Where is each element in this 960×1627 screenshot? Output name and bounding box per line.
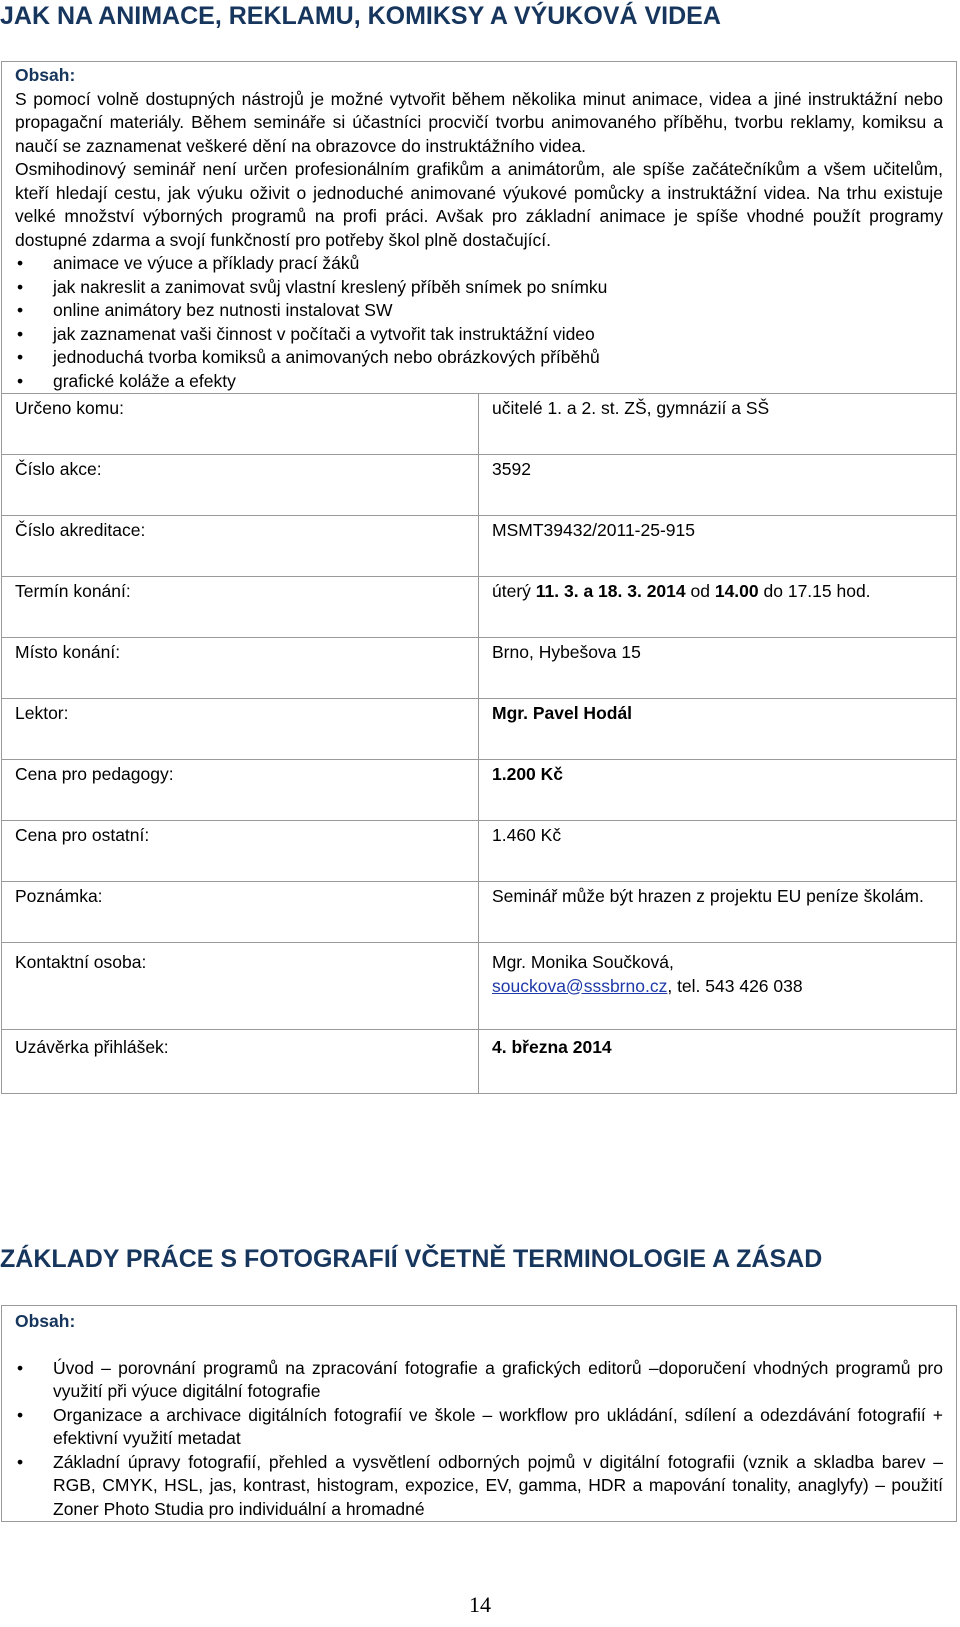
cena-ostatni-label: Cena pro ostatní: xyxy=(2,821,479,882)
obsah-label: Obsah: xyxy=(15,65,76,85)
topic-list xyxy=(15,252,943,393)
topic-list xyxy=(15,1357,943,1522)
urceno-label: Určeno komu: xyxy=(2,394,479,455)
uzaverka-label: Uzávěrka přihlášek: xyxy=(2,1030,479,1094)
uzaverka-value: 4. března 2014 xyxy=(492,1037,612,1057)
urceno-value: učitelé 1. a 2. st. ZŠ, gymnázií a SŠ xyxy=(479,394,957,455)
uzaverka-cell xyxy=(479,1030,957,1094)
lektor-cell xyxy=(479,699,957,760)
kontakt-cell xyxy=(479,943,957,1030)
termin-od: od xyxy=(685,581,715,601)
lektor-value: Mgr. Pavel Hodál xyxy=(492,703,633,723)
cislo-akce-label: Číslo akce: xyxy=(2,455,479,516)
list-item: • Základní úpravy fotografií, přehled a vysvětlení odborných pojmů v digitální fotografii (vznik a skladba barev – RGB, CMYK, HSL, jas, kontrast, histogram, expozice, EV, gamma, HDR a mapování tonality, anaglyfy) – použití Zoner Photo Studia pro individuální a hromadné xyxy=(15,1451,943,1522)
list-item: • jednoduchá tvorba komiksů a animovaných nebo obrázkových příběhů xyxy=(15,346,943,370)
description-paragraph-1: S pomocí volně dostupných nástrojů je možné vytvořit během několika minut animace, videa a jiné instruktážní nebo propagační materiály. Během semináře si účastníci procvičí tvorbu animovaného příběhu, tvorbu reklamy, komiksu a naučí se zaznamenat veškeré dění na obrazovce do instruktážního videa. xyxy=(15,88,943,156)
list-item: • animace ve výuce a příklady prací žáků xyxy=(15,252,943,276)
cislo-akce-value: 3592 xyxy=(479,455,957,516)
list-item: • online animátory bez nutnosti instalovat SW xyxy=(15,299,943,323)
misto-label: Místo konání: xyxy=(2,638,479,699)
kontakt-email-link[interactable]: souckova@sssbrno.cz xyxy=(492,975,668,996)
termin-day: úterý xyxy=(492,581,536,601)
lektor-label: Lektor: xyxy=(2,699,479,760)
termin-dates: 11. 3. a 18. 3. 2014 xyxy=(535,581,686,601)
termin-label: Termín konání: xyxy=(2,577,479,638)
obsah-cell xyxy=(2,1306,957,1522)
obsah-cell xyxy=(2,62,957,394)
list-item: • Organizace a archivace digitálních fotografií ve škole – workflow pro ukládání, sdílení a odezdávání fotografií + efektivní využití metadat xyxy=(15,1404,943,1451)
cena-pedagogy-cell xyxy=(479,760,957,821)
termin-end: do 17.15 hod. xyxy=(758,581,871,601)
cena-ostatni-value: 1.460 Kč xyxy=(479,821,957,882)
misto-value: Brno, Hybešova 15 xyxy=(479,638,957,699)
cena-pedagogy-value: 1.200 Kč xyxy=(492,764,564,784)
description-paragraph-2: Osmihodinový seminář není určen profesionálním grafikům a animátorům, ale spíše začátečníkům a všem učitelům, kteří hledají cestu, jak výuku oživit o jednoduché animované výukové pomůcky a instruktážní videa. Na trhu existuje velké množství výborných programů na profi práci. Avšak pro základní animace je spíše vhodné použít programy dostupné zdarma a svojí funkčností pro potřeby škol plně dostačující. xyxy=(15,159,943,250)
page-number: 14 xyxy=(469,1592,491,1617)
kontakt-tel: , tel. 543 426 038 xyxy=(667,975,803,996)
obsah-label: Obsah: xyxy=(15,1311,76,1331)
akreditace-value: MSMT39432/2011-25-915 xyxy=(479,516,957,577)
list-item: • Úvod – porovnání programů na zpracování fotografie a grafických editorů –doporučení vhodných programů pro využití při výuce digitální fotografie xyxy=(15,1357,943,1404)
poznamka-value: Seminář může být hrazen z projektu EU peníze školám. xyxy=(479,882,957,943)
list-item: • jak zaznamenat vaši činnost v počítači a vytvořit tak instruktážní video xyxy=(15,323,943,347)
termin-value xyxy=(479,577,957,638)
kontakt-label: Kontaktní osoba: xyxy=(2,943,479,1030)
poznamka-label: Poznámka: xyxy=(2,882,479,943)
section-heading-fotografie: ZÁKLADY PRÁCE S FOTOGRAFIÍ VČETNĚ TERMINOLOGIE A ZÁSAD xyxy=(0,1245,823,1273)
course-info-table-animace xyxy=(1,61,957,1094)
cena-pedagogy-label: Cena pro pedagogy: xyxy=(2,760,479,821)
list-item: • grafické koláže a efekty xyxy=(15,370,943,394)
list-item: • jak nakreslit a zanimovat svůj vlastní kreslený příběh snímek po snímku xyxy=(15,276,943,300)
course-info-table-fotografie xyxy=(1,1305,957,1522)
kontakt-name: Mgr. Monika Součková, xyxy=(492,952,674,972)
akreditace-label: Číslo akreditace: xyxy=(2,516,479,577)
termin-start: 14.00 xyxy=(714,581,759,601)
section-heading-animace: JAK NA ANIMACE, REKLAMU, KOMIKSY A VÝUKOVÁ VIDEA xyxy=(0,2,721,30)
